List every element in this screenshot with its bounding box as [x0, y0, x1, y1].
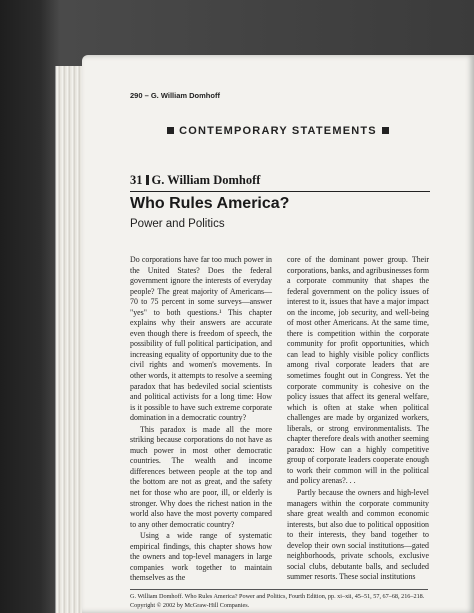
footnote-rule	[130, 589, 428, 590]
chapter-heading	[130, 173, 260, 188]
paragraph: Partly because the owners and high-level managers within the corporate community share great wealth and common economic interests, but also due to political opposition to their interests, they band together to develop their own social institutions—gated neighborhoods, private schools, exclusive social clubs, debutante balls, and secluded summer resorts. These social institutions	[287, 488, 429, 582]
square-bullet-icon	[167, 127, 174, 134]
bar-separator-icon	[146, 175, 149, 185]
text-column-right	[287, 255, 429, 584]
book-page	[82, 55, 474, 613]
article-title: Who Rules America?	[130, 195, 290, 212]
section-title	[82, 125, 474, 137]
paragraph: Do corporations have far too much power in the United States? Does the federal government ignore the interests of everyday people? The great majority of Americans—70 to 75 percent in some surveys—answer "yes" to both questions.¹ This chapter explains why their answers are accurate even though there is freedom of speech, the possibility of full political participation, and increasing equality of opportunity due to the civil rights and women's movements. In other words, it attempts to resolve a seeming paradox that has bedeviled social scientists and political activists for a long time: How is it possible to have such extreme corporate domination in a democratic country?	[130, 255, 272, 423]
heading-rule	[130, 191, 430, 192]
text-column-left	[130, 255, 272, 585]
square-bullet-icon	[382, 127, 389, 134]
source-footnote: G. William Domhoff. Who Rules America? Power and Politics, Fourth Edition, pp. xi–xii, 45–51, 57, 67–68, 216–218. Copyright © 2002 by McGraw-Hill Companies.	[130, 593, 425, 609]
paragraph: This paradox is made all the more striking because corporations do not have as much power in most other democratic countries. The wealth and income differences between people at the top and the bottom are not as great, and the safety net for those who are poor, ill, or elderly is stronger. Why does the richest nation in the world also have the most poverty compared to any other democratic country?	[130, 424, 272, 529]
paragraph: Using a wide range of systematic empirical findings, this chapter shows how the owners and top-level managers in large companies work together to maintain themselves as the	[130, 531, 272, 583]
paragraph: core of the dominant power group. Their corporations, banks, and agribusinesses form a corporate community that shapes the federal government on the policy issues of interest to it, issues that have a major impact on the income, job security, and well-being of most other Americans. At the same time, there is competition within the corporate community for profit opportunities, which can lead to highly visible policy conflicts among rival corporate leaders that are sometimes fought out in Congress. Yet the corporate community is cohesive on the policy issues that affect its general welfare, which is often at stake when political challenges are made by organized workers, liberals, or strong environmentalists. The chapter therefore deals with another seeming paradox: How can a highly competitive group of corporate leaders cooperate enough to work their common will in the political and policy arenas?. . .	[287, 255, 430, 486]
chapter-author: G. William Domhoff	[151, 173, 261, 187]
section-title-text: CONTEMPORARY STATEMENTS	[179, 125, 377, 137]
running-head: 290 – G. William Domhoff	[130, 91, 220, 100]
chapter-number: 31	[130, 173, 143, 187]
article-subtitle: Power and Politics	[130, 218, 225, 230]
